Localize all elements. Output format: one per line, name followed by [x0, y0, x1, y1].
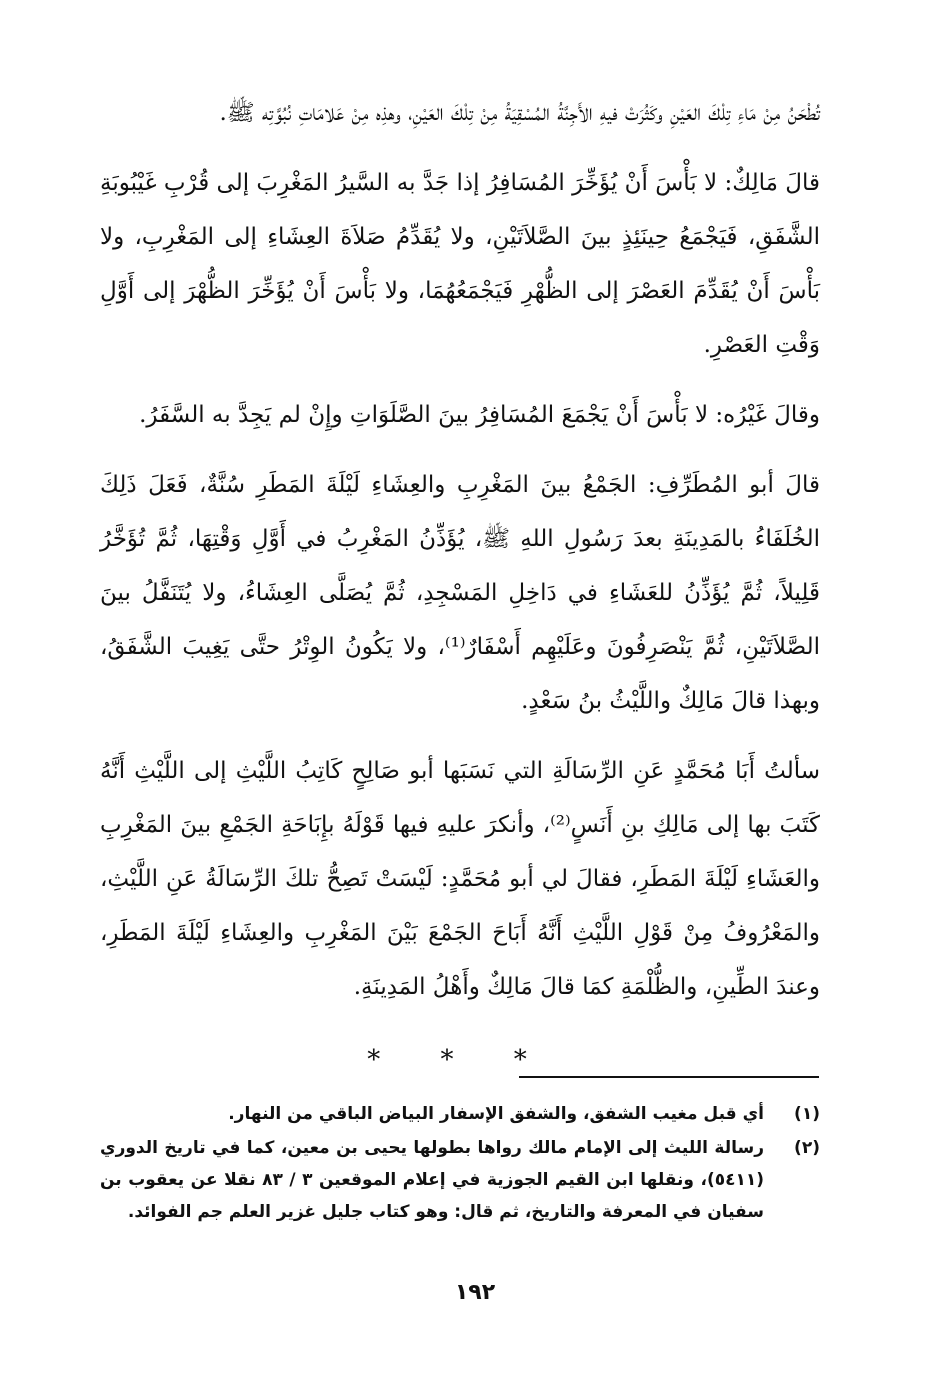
- paragraph-2: قالَ مَالِكٌ: لا بَأْسَ أَنْ يُؤَخِّرَ المُسَافِرُ إذا جَدَّ به السَّيرُ المَغْرِبَ إلى قُرْبِ غَيْبُوبَةِ الشَّفَقِ، فَيَجْمَعُ حِينَئِذٍ بينَ الصَّلاَتَيْنِ، ولا يُقَدِّمُ صَلاَةَ العِشَاءِ إلى المَغْرِبِ، ولا بَأْسَ أَنْ يُقَدِّمَ العَصْرَ إلى الظُّهْرِ فَيَجْمَعُهُمَا، ولا بَأْسَ أَنْ يُؤَخِّرَ الظُّهْرَ إلى أَوَّلِ وَقْتِ العَصْرِ.: [100, 170, 820, 358]
- paragraph-5: سألتُ أَبَا مُحَمَّدٍ عَنِ الرِّسَالَةِ التي نَسَبَها أبو صَالِحٍ كَاتِبُ اللَّيْثِ إلى اللَّيْثِ أَنَّهُ كَتَبَ بها إلى مَالِكِ بنِ أَنَسٍ⁽²⁾، وأنكرَ عليهِ فيها قَوْلَهُ بإِبَاحَةِ الجَمْعِ بينَ المَغْرِبِ والعَشَاءِ لَيْلَةَ المَطَرِ، فقالَ لي أبو مُحَمَّدٍ: لَيْسَتْ تَصِحُّ تلكَ الرِّسَالَةُ عَنِ اللَّيْثِ، والمَعْرُوفُ مِنْ قَوْلِ اللَّيْثِ أَنَّهُ أَبَاحَ الجَمْعَ بَيْنَ المَغْرِبِ والعِشَاءِ لَيْلَةَ المَطَرِ، وعندَ الطِّينِ، والظُّلْمَةِ كمَا قالَ مَالِكٌ وأَهْلُ المَدِينَةِ.: [100, 758, 820, 1000]
- footnote-text: رسالة الليث إلى الإمام مالك رواها بطولها يحيى بن معين، كما في تاريخ الدوري (٥٤١١)، ونقلها ابن القيم الجوزية في إعلام الموقعين ٣ / ٨٣ نقلا عن يعقوب بن سفيان في المعرفة والتاريخ، ثم قال: وهو كتاب جليل غزير العلم جم الفوائد.: [100, 1138, 765, 1222]
- footnote-number: (٢): [794, 1138, 820, 1158]
- footnote-1: [100, 1098, 820, 1130]
- footnote-2: [100, 1132, 820, 1228]
- paragraph-4: قالَ أبو المُطَرِّفِ: الجَمْعُ بينَ المَغْرِبِ والعِشَاءِ لَيْلَةَ المَطَرِ سُنَّةٌ، فَعَلَ ذَلِكَ الخُلَفَاءُ بالمَدِينَةِ بعدَ رَسُولِ اللهِ ﷺ، يُؤَذِّنُ المَغْرِبُ في أَوَّلِ وَقْتِهَا، ثُمَّ تُؤَخَّرُ قَلِيلاً، ثُمَّ يُؤَذِّنُ للعَشَاءِ في دَاخِلِ المَسْجِدِ، ثُمَّ يُصَلَّى العِشَاءُ، ولا يُتَنَفَّلُ بينَ الصَّلاَتَيْنِ، ثُمَّ يَنْصَرِفُونَ وعَلَيْهِم أَسْفَارٌ⁽¹⁾، ولا يَكُونُ الوِتْرُ حتَّى يَغِيبَ الشَّفَقُ، وبهذا قالَ مَالِكٌ واللَّيْثُ بنُ سَعْدٍ.: [100, 472, 820, 714]
- page-body: [100, 86, 820, 1090]
- paragraph-1: تُطْحَنُ مِنْ مَاءِ تِلْكَ العَيْنِ وكَثُرَتْ فيهِ الأَجِنَّةُ المُسْقِيَةُ مِنْ تِلْكَ العَيْنِ، وهذِه مِنْ عَلامَاتِ نُبُوَّتِه ﷺ.: [219, 100, 820, 126]
- section-separator: * * *: [367, 1045, 553, 1075]
- footnote-number: (١): [794, 1104, 820, 1124]
- main-text: [100, 86, 820, 1014]
- footnotes: [100, 1098, 820, 1230]
- page-number: ١٩٢: [454, 1280, 496, 1305]
- footnote-divider: [519, 1076, 819, 1078]
- footnote-text: أي قبل مغيب الشفق، والشفق الإسفار البياض الباقي من النهار.: [228, 1104, 764, 1124]
- paragraph-3: وقالَ غَيْرُه: لا بَأْسَ أَنْ يَجْمَعَ المُسَافِرُ بينَ الصَّلَوَاتِ وإِنْ لم يَجِدَّ به السَّفَرُ.: [139, 402, 820, 428]
